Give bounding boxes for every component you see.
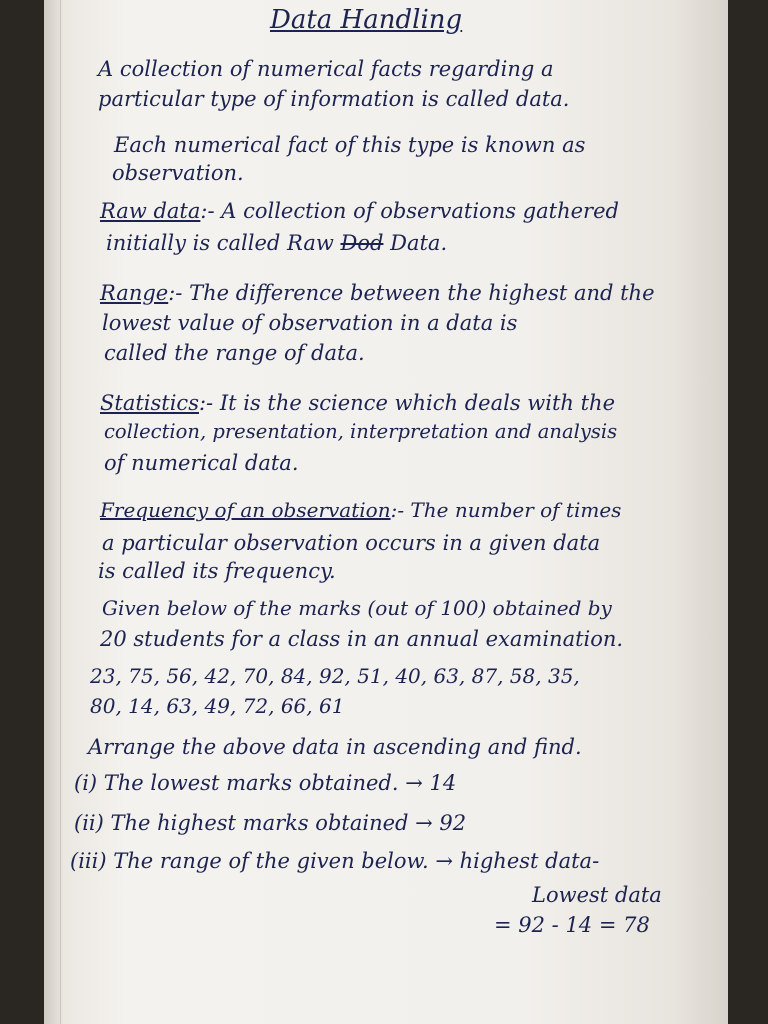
frequency-term: Frequency of an observation [100,498,391,522]
observation-definition-line-2: observation. [112,161,244,185]
question-3-continued: Lowest data [532,883,662,907]
page-title: Data Handling [270,5,463,35]
instruction-line: Arrange the above data in ascending and find. [88,735,582,759]
range-line-2: lowest value of observation in a data is [102,311,518,335]
data-definition-line-1: A collection of numerical facts regarding a [98,57,554,81]
frequency-text: :- The number of times [390,498,622,522]
margin-line [60,0,61,1024]
statistics-line-3: of numerical data. [104,451,299,475]
raw-data-text: :- A collection of observations gathered [200,199,619,223]
question-3: (iii) The range of the given below. → highest data- [70,849,600,873]
range-line-3: called the range of data. [104,341,365,365]
struck-word: Dod [340,231,384,255]
observation-definition-line-1: Each numerical fact of this type is known as [114,133,586,157]
range-text: :- The difference between the highest and the [168,281,655,305]
raw-data-line-2 [106,230,447,256]
frequency-line-3: is called its frequency. [98,559,336,583]
frequency-line-1 [100,498,621,523]
marks-line-1: 23, 75, 56, 42, 70, 84, 92, 51, 40, 63, 87, 58, 35, [90,664,580,688]
range-line-1 [100,280,655,306]
raw-data-text-a: initially is called Raw [106,231,334,255]
statistics-term: Statistics [100,391,199,415]
statistics-text: :- It is the science which deals with the [198,391,616,415]
notebook-page [44,0,728,1024]
example-line-2: 20 students for a class in an annual examination. [100,627,624,651]
raw-data-term: Raw data [100,199,201,223]
raw-data-line-1 [100,198,619,224]
statistics-line-1 [100,390,615,416]
frequency-line-2: a particular observation occurs in a given data [102,531,601,555]
raw-data-text-b: Data. [390,231,448,255]
marks-line-2: 80, 14, 63, 49, 72, 66, 61 [90,694,345,718]
question-2: (ii) The highest marks obtained → 92 [74,811,467,835]
question-3-result: = 92 - 14 = 78 [494,913,650,937]
range-term: Range [100,281,169,305]
data-definition-line-2: particular type of information is called data. [98,87,570,111]
example-line-1: Given below of the marks (out of 100) obtained by [102,596,612,620]
statistics-line-2: collection, presentation, interpretation and analysis [104,420,618,443]
question-1: (i) The lowest marks obtained. → 14 [74,771,457,795]
